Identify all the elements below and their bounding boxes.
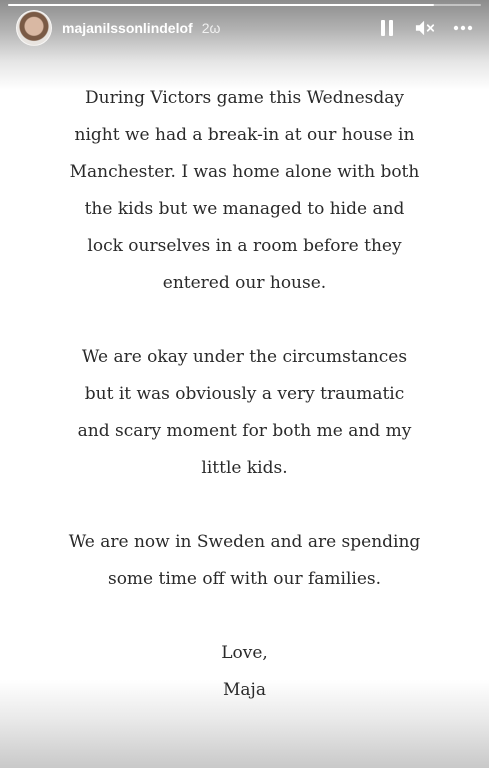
paragraph-spacer — [30, 302, 459, 339]
letter-line: entered our house. — [162, 273, 327, 293]
letter-line: the kids but we managed to hide and — [84, 199, 405, 219]
paragraph-spacer — [30, 487, 459, 524]
letter-line: but it was obviously a very traumatic — [84, 384, 405, 404]
letter-line: and scary moment for both me and my — [77, 421, 412, 441]
letter-signature: Maja — [223, 680, 266, 700]
letter-line: We are okay under the circumstances — [81, 347, 408, 367]
story-progress-bar — [8, 4, 481, 6]
letter-line: lock ourselves in a room before they — [87, 236, 402, 256]
story-progress-fill — [8, 4, 434, 6]
letter-line: some time off with our families. — [107, 569, 382, 589]
pause-icon — [380, 20, 394, 36]
letter-line: night we had a break-in at our house in — [74, 125, 415, 145]
letter-line: little kids. — [201, 458, 288, 478]
mute-button[interactable] — [415, 18, 435, 38]
letter-line: We are now in Sweden and are spending — [68, 532, 421, 552]
story-timestamp: 2ω — [201, 20, 221, 36]
speaker-muted-icon — [415, 19, 435, 37]
avatar[interactable] — [16, 10, 52, 46]
more-options-icon — [453, 25, 473, 31]
story-controls — [377, 18, 479, 38]
pause-button[interactable] — [377, 18, 397, 38]
username[interactable]: majanilssonlindelof — [62, 20, 193, 36]
story-header — [16, 10, 479, 46]
letter-signoff: Love, — [221, 643, 268, 663]
letter-line: Manchester. I was home alone with both — [69, 162, 420, 182]
story-letter — [30, 80, 459, 709]
paragraph-spacer — [30, 598, 459, 635]
more-options-button[interactable] — [453, 18, 473, 38]
letter-line: During Victors game this Wednesday — [85, 88, 404, 108]
